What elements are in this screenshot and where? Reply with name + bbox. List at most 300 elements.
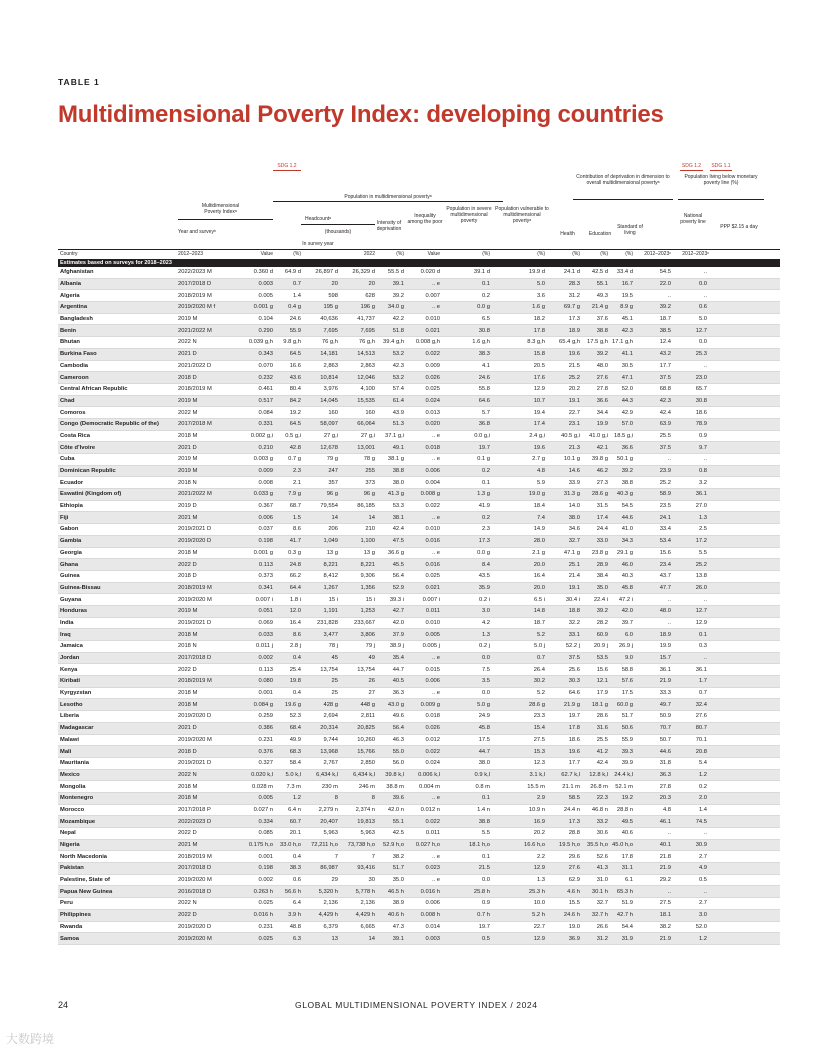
table-row	[58, 746, 780, 758]
table-cell: Ecuador	[60, 479, 84, 486]
sdg-label-right-2: SDG 1.1	[711, 163, 731, 169]
table-cell: 195 g	[323, 304, 338, 311]
table-cell: 17.6	[533, 374, 545, 381]
table-cell: 55.5 d	[387, 269, 404, 276]
table-cell: 0.021	[425, 327, 440, 334]
table-cell: 55.9	[289, 327, 301, 334]
table-cell: 0.360 d	[253, 269, 273, 276]
page-title: Multidimensional Poverty Index: developing countries	[58, 101, 664, 128]
table-cell: 373	[365, 479, 375, 486]
table-cell: 0.7	[698, 690, 707, 697]
table-cell: ..	[703, 362, 707, 369]
table-cell: 37.5	[659, 444, 671, 451]
table-cell: 25.2	[568, 374, 580, 381]
table-cell: Afghanistan	[60, 269, 94, 276]
table-cell: 15.5	[568, 900, 580, 907]
table-cell: 0.001 g	[253, 304, 273, 311]
table-cell: Georgia	[60, 549, 82, 556]
table-cell: 1.3	[536, 877, 545, 884]
table-cell: Gabon	[60, 526, 79, 533]
table-cell: 6.3	[292, 935, 301, 942]
header-unit-intensity: (%)	[396, 251, 404, 257]
table-cell: 1.8 i	[290, 596, 301, 603]
table-cell: 19.0	[568, 923, 580, 930]
table-cell: 26	[368, 678, 375, 685]
table-cell: 17.8	[533, 327, 545, 334]
table-cell: 3.5	[481, 678, 490, 685]
table-cell: 0.198	[258, 538, 273, 545]
table-cell: 8.3 g,h	[527, 339, 545, 346]
table-cell: Ghana	[60, 561, 79, 568]
table-cell: 8,221	[323, 561, 338, 568]
header-unit-vulnerable: (%)	[537, 251, 545, 257]
table-cell: 1.2	[698, 935, 707, 942]
table-cell: 0.005	[258, 795, 273, 802]
table-row	[58, 840, 780, 852]
table-cell: 0.010	[425, 619, 440, 626]
table-cell: Kenya	[60, 666, 78, 673]
table-cell: 2022 N	[178, 339, 197, 346]
table-cell: 0.0 g	[477, 549, 490, 556]
table-cell: 8.4	[481, 561, 490, 568]
table-cell: 42.2	[392, 316, 404, 323]
table-cell: 5.0 k,l	[285, 771, 301, 778]
table-cell: 2,863	[360, 362, 375, 369]
table-cell: 24.8	[289, 561, 301, 568]
table-cell: 0.005	[258, 292, 273, 299]
table-cell: 7,695	[360, 327, 375, 334]
table-cell: 18.1 h,o	[469, 842, 490, 849]
header-population-mpi: Population in multidimensional povertyᵃ	[344, 194, 432, 200]
table-cell: 19,813	[357, 818, 375, 825]
table-cell: 0.2	[481, 514, 490, 521]
table-cell: 15.5 m	[527, 783, 545, 790]
table-cell: 18.9	[659, 631, 671, 638]
table-cell: 50.6	[621, 725, 633, 732]
table-cell: 30.8	[478, 327, 490, 334]
table-cell: Argentina	[60, 304, 88, 311]
table-cell: 7	[334, 853, 338, 860]
table-cell: 0.008 h	[420, 912, 440, 919]
table-row	[58, 805, 780, 817]
table-cell: 14,513	[357, 351, 375, 358]
table-cell: 36.1	[695, 666, 707, 673]
table-cell: 0.001	[258, 853, 273, 860]
table-cell: 2.4 g,i	[529, 432, 545, 439]
table-cell: 33.0 h,o	[280, 842, 301, 849]
header-unit-living: (%)	[625, 251, 633, 257]
table-cell: 15,766	[357, 748, 375, 755]
table-cell: 44.7	[392, 666, 404, 673]
table-cell: 0.085	[258, 830, 273, 837]
table-cell: 255	[365, 468, 375, 475]
table-cell: 39.1 d	[473, 269, 490, 276]
table-cell: 0.010	[425, 526, 440, 533]
table-cell: 21.9	[659, 935, 671, 942]
table-cell: 2019/2020 M	[178, 736, 212, 743]
table-cell: 64.6	[568, 690, 580, 697]
table-cell: 0.4 g	[288, 304, 301, 311]
table-cell: 2.2	[536, 853, 545, 860]
header-unit-national: 2012–2023ᶜ	[644, 251, 671, 257]
table-cell: 64.9 d	[284, 269, 301, 276]
table-label: TABLE 1	[58, 77, 100, 87]
table-cell: 0.039 g,h	[248, 339, 273, 346]
table-cell: 2018/2019 M	[178, 678, 212, 685]
table-cell: 16.6 h,o	[524, 842, 545, 849]
table-cell: 12.7	[695, 327, 707, 334]
header-unit-ppp: 2012–2023ᶜ	[682, 251, 709, 257]
table-cell: 0.020	[425, 421, 440, 428]
table-cell: 64.6	[478, 397, 490, 404]
table-cell: 25.6	[568, 666, 580, 673]
table-cell: 6.4 n	[288, 806, 301, 813]
table-cell: 5.0	[698, 316, 707, 323]
table-row	[58, 302, 780, 314]
table-row	[58, 267, 780, 279]
table-cell: 53.2	[392, 374, 404, 381]
table-cell: 0.1	[481, 479, 490, 486]
table-cell: 210	[365, 526, 375, 533]
table-cell: 42.0 n	[387, 806, 404, 813]
table-cell: 196 g	[360, 304, 375, 311]
table-cell: 28.3	[568, 281, 580, 288]
watermark: 大数跨境	[6, 1032, 55, 1046]
table-cell: Cuba	[60, 456, 75, 463]
table-cell: 42.3	[392, 362, 404, 369]
table-cell: Ethiopia	[60, 503, 83, 510]
table-cell: 0.024	[425, 760, 440, 767]
table-cell: 36.6	[621, 444, 633, 451]
table-cell: 62.9	[568, 877, 580, 884]
table-cell: 41.0	[621, 526, 633, 533]
table-cell: 40,636	[320, 316, 338, 323]
table-cell: 9,744	[323, 736, 338, 743]
table-cell: 32.7	[568, 538, 580, 545]
table-cell: 0.037	[258, 526, 273, 533]
table-cell: 40.6	[621, 830, 633, 837]
table-cell: 36.1	[695, 491, 707, 498]
table-cell: 40.3 g	[616, 491, 633, 498]
table-cell: 46.1	[659, 818, 671, 825]
table-cell: 10,260	[357, 736, 375, 743]
table-cell: Madagascar	[60, 725, 94, 732]
table-cell: 48.0	[659, 608, 671, 615]
table-cell: 0.517	[258, 397, 273, 404]
table-cell: 0.0	[481, 655, 490, 662]
table-cell: 0.018	[425, 713, 440, 720]
table-cell: 28.8	[568, 830, 580, 837]
table-cell: 2022 D	[178, 830, 197, 837]
table-cell: 36.9	[568, 935, 580, 942]
table-cell: 0.0 g,i	[474, 432, 490, 439]
table-cell: 39.2	[596, 608, 608, 615]
table-cell: 25.4	[289, 666, 301, 673]
table-cell: 40.5	[392, 678, 404, 685]
table-cell: 45.1	[621, 316, 633, 323]
table-cell: 30.1 h	[591, 888, 608, 895]
table-cell: 12.9	[695, 619, 707, 626]
table-row	[58, 454, 780, 466]
table-cell: 17.3	[478, 538, 490, 545]
table-cell: 2,694	[323, 713, 338, 720]
table-cell: 14.9	[533, 526, 545, 533]
table-cell: 2018/2019 M	[178, 386, 212, 393]
table-cell: 30.4 i	[565, 596, 580, 603]
table-cell: 20.3	[659, 795, 671, 802]
table-cell: 33.2	[596, 818, 608, 825]
table-cell: 0.022	[425, 503, 440, 510]
table-cell: 17.3	[568, 316, 580, 323]
table-cell: 10,814	[320, 374, 338, 381]
table-cell: 4.9	[698, 865, 707, 872]
table-cell: ..	[667, 888, 671, 895]
table-cell: 19.2	[289, 409, 301, 416]
table-cell: 0.1 g	[477, 456, 490, 463]
table-cell: 52.1 m	[615, 783, 633, 790]
table-cell: 0.020 d	[420, 269, 440, 276]
table-cell: 8.6	[292, 526, 301, 533]
table-cell: 38.8 m	[386, 783, 404, 790]
table-cell: 38.8	[392, 468, 404, 475]
table-cell: 66,064	[357, 421, 375, 428]
table-cell: 0.1	[698, 631, 707, 638]
table-cell: 19.6	[568, 748, 580, 755]
table-cell: 18.7	[533, 619, 545, 626]
table-cell: 0.5 g,i	[285, 432, 301, 439]
table-cell: 0.004	[425, 479, 440, 486]
table-cell: 4.6 h	[567, 888, 580, 895]
table-cell: 96 g	[326, 491, 338, 498]
table-cell: 47.1 g	[563, 549, 580, 556]
rule-headcount	[301, 224, 375, 225]
table-cell: 23.9	[659, 468, 671, 475]
rule-contribution	[573, 199, 673, 200]
table-cell: 12.7	[695, 608, 707, 615]
table-cell: 51.9	[621, 900, 633, 907]
table-cell: 68.3	[289, 748, 301, 755]
table-cell: 2018 M	[178, 631, 198, 638]
table-cell: 7.9 g	[288, 491, 301, 498]
table-row	[58, 758, 780, 770]
table-cell: 23.4	[659, 561, 671, 568]
table-cell: 39.2	[621, 468, 633, 475]
table-cell: 32.7 h	[591, 912, 608, 919]
table-cell: 65.7	[695, 386, 707, 393]
table-cell: 15 i	[328, 596, 338, 603]
table-cell: 26.9 j	[618, 643, 633, 650]
table-cell: Mongolia	[60, 783, 86, 790]
table-cell: 60.7	[289, 818, 301, 825]
table-cell: 38.9	[392, 900, 404, 907]
table-cell: 15.6	[596, 666, 608, 673]
table-cell: 0.006	[425, 678, 440, 685]
table-cell: ..	[703, 596, 707, 603]
table-cell: 0.9	[698, 432, 707, 439]
table-cell: 3.1 k,l	[529, 771, 545, 778]
table-cell: 0.113	[258, 666, 273, 673]
table-cell: 2.7 g	[532, 456, 545, 463]
table-cell: 58.5	[568, 795, 580, 802]
table-cell: 9.0	[624, 655, 633, 662]
table-row	[58, 641, 780, 653]
table-cell: 52.6	[596, 853, 608, 860]
table-cell: 63.9	[659, 421, 671, 428]
table-cell: Bhutan	[60, 339, 80, 346]
table-cell: 0.007 i	[422, 596, 440, 603]
table-cell: 0.327	[258, 760, 273, 767]
table-cell: 2018 M	[178, 432, 198, 439]
table-cell: 12.9	[533, 386, 545, 393]
table-row	[58, 279, 780, 291]
table-cell: .. e	[431, 655, 440, 662]
table-cell: 0.002	[258, 877, 273, 884]
table-cell: .. e	[431, 795, 440, 802]
table-cell: 19.1	[568, 584, 580, 591]
table-cell: 39.2	[596, 351, 608, 358]
table-cell: 0.290	[258, 327, 273, 334]
table-cell: Guinea-Bissau	[60, 584, 101, 591]
table-cell: 6.5 i	[534, 596, 545, 603]
table-cell: 0.005 j	[422, 643, 440, 650]
table-cell: 15.3	[533, 748, 545, 755]
table-cell: 8,221	[360, 561, 375, 568]
table-cell: 19.6 g	[284, 701, 301, 708]
table-cell: Dominican Republic	[60, 468, 116, 475]
table-cell: 16.7	[621, 281, 633, 288]
table-cell: 38.4	[596, 573, 608, 580]
table-cell: 23.1	[568, 421, 580, 428]
table-cell: 2018 D	[178, 573, 197, 580]
table-cell: 13,001	[357, 444, 375, 451]
table-cell: Malawi	[60, 736, 80, 743]
table-cell: 12.4	[659, 339, 671, 346]
table-cell: 0.020 k,l	[251, 771, 273, 778]
header-health: Health	[560, 231, 575, 237]
table-cell: 49.6	[392, 713, 404, 720]
table-cell: 2017/2018 D	[178, 281, 212, 288]
table-cell: 39.2	[392, 292, 404, 299]
table-row	[58, 536, 780, 548]
table-cell: 2021/2022 D	[178, 362, 212, 369]
table-cell: 52.9	[392, 584, 404, 591]
table-cell: 46.0	[621, 561, 633, 568]
table-row	[58, 816, 780, 828]
table-cell: 2,767	[323, 760, 338, 767]
table-cell: 55.8	[478, 386, 490, 393]
table-cell: 0.009	[258, 468, 273, 475]
table-cell: 21.8	[659, 853, 671, 860]
table-cell: 15.4	[533, 725, 545, 732]
table-cell: 42.0	[621, 608, 633, 615]
table-cell: 54.5	[621, 503, 633, 510]
table-cell: 78 g	[363, 456, 375, 463]
table-cell: Comoros	[60, 409, 86, 416]
table-cell: 64.5	[289, 421, 301, 428]
table-cell: 42.5 d	[591, 269, 608, 276]
table-cell: 2.5	[698, 526, 707, 533]
table-cell: 24.6	[289, 316, 301, 323]
table-cell: 28.0	[533, 538, 545, 545]
table-cell: 2018 N	[178, 479, 197, 486]
table-cell: 24.6 h	[563, 912, 580, 919]
table-cell: 12,046	[357, 374, 375, 381]
table-cell: 0.231	[258, 736, 273, 743]
table-cell: Mauritania	[60, 760, 89, 767]
table-row	[58, 431, 780, 443]
table-cell: 2.1	[292, 479, 301, 486]
table-cell: 32.4	[695, 701, 707, 708]
table-cell: Gambia	[60, 538, 82, 545]
table-cell: 39.1	[392, 935, 404, 942]
table-cell: 0.2	[481, 468, 490, 475]
table-cell: 48.0	[596, 362, 608, 369]
table-cell: 31.0	[596, 877, 608, 884]
table-cell: 80.7	[695, 725, 707, 732]
table-cell: 76 g,h	[321, 339, 338, 346]
table-cell: 16.4	[533, 573, 545, 580]
table-cell: 29	[331, 877, 338, 884]
header-vulnerable: Population vulnerable to multidimensional povertyᵃ	[495, 206, 549, 224]
table-cell: 41.3	[596, 865, 608, 872]
table-cell: 39.1	[392, 281, 404, 288]
table-cell: 5.0 j	[534, 643, 545, 650]
table-cell: 1.6 g	[532, 304, 545, 311]
table-cell: 5.2	[536, 690, 545, 697]
table-cell: 0.7 g	[288, 456, 301, 463]
table-cell: 2,279 n	[318, 806, 338, 813]
table-cell: 1.2	[698, 771, 707, 778]
table-cell: 0.2 i	[479, 596, 490, 603]
table-cell: 26.8 m	[590, 783, 608, 790]
table-cell: 34.0 g	[387, 304, 404, 311]
table-cell: 0.011 j	[256, 643, 273, 650]
table-row	[58, 922, 780, 934]
table-cell: 0.0	[698, 281, 707, 288]
table-cell: 25.2	[695, 561, 707, 568]
table-row	[58, 875, 780, 887]
table-cell: 34.6	[568, 526, 580, 533]
table-cell: 73,738 h,o	[347, 842, 375, 849]
table-cell: 37.9	[392, 631, 404, 638]
table-cell: 3,477	[323, 631, 338, 638]
table-cell: 0.9	[481, 900, 490, 907]
table-cell: 25.5	[596, 736, 608, 743]
table-cell: 12.1	[596, 678, 608, 685]
table-cell: 51.3	[392, 421, 404, 428]
table-cell: 3.9 h	[288, 912, 301, 919]
table-cell: 20,314	[320, 725, 338, 732]
table-cell: Eswatini (Kingdom of)	[60, 491, 122, 498]
table-cell: 2.8 j	[290, 643, 301, 650]
table-cell: 3,976	[323, 386, 338, 393]
table-cell: 230 m	[321, 783, 338, 790]
table-cell: 46.8 n	[591, 806, 608, 813]
table-cell: 0.006	[425, 900, 440, 907]
header-contribution: Contribution of deprivation in dimension to overall multidimensional povertyᵃ	[576, 174, 670, 186]
table-cell: 79 g	[326, 456, 338, 463]
table-cell: 0.4	[292, 853, 301, 860]
table-cell: 46.5 h	[387, 888, 404, 895]
table-cell: 2018 M	[178, 690, 198, 697]
table-cell: 20	[331, 281, 338, 288]
table-cell: 22.4 i	[593, 596, 608, 603]
table-cell: Peru	[60, 900, 73, 907]
table-cell: 43.2	[659, 351, 671, 358]
table-cell: 0.259	[258, 713, 273, 720]
table-cell: Lesotho	[60, 701, 83, 708]
table-cell: 24.1 d	[563, 269, 580, 276]
